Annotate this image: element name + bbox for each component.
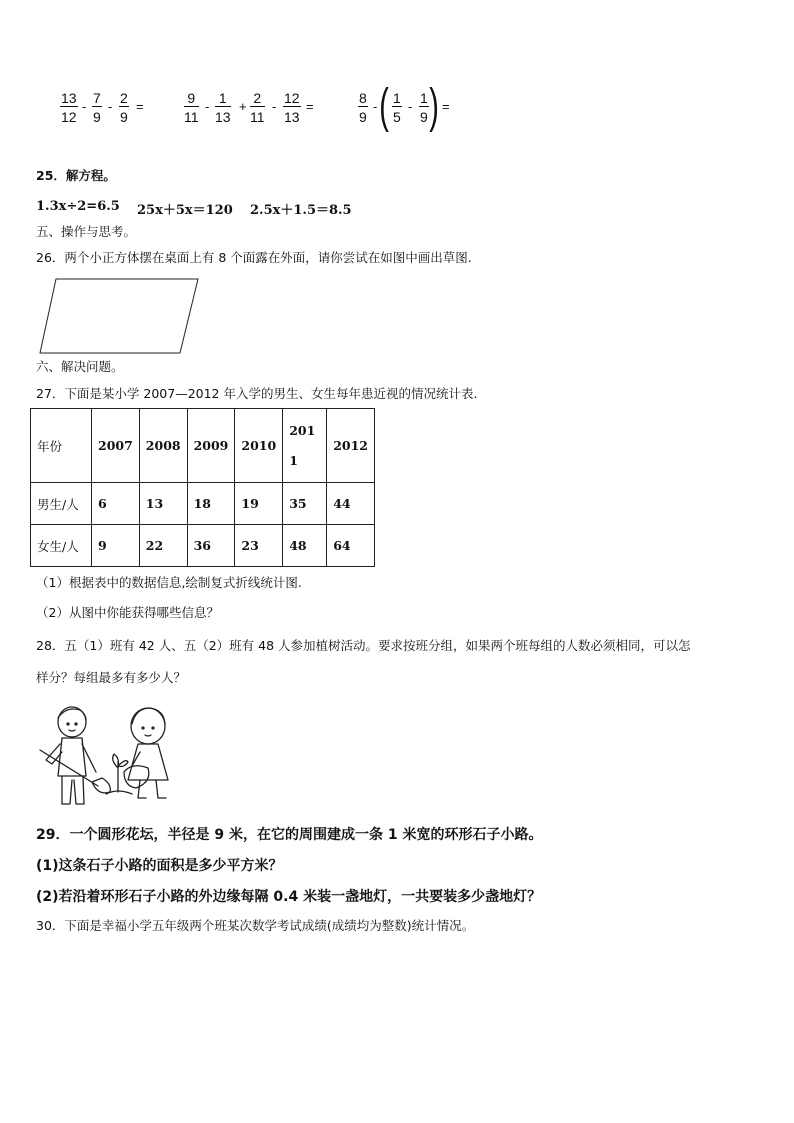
table-year-cell: 2008 [139,409,187,483]
question-29-title: 29．一个圆形花坛，半径是 9 米，在它的周围建成一条 1 米宽的环形石子小路。 [36,827,543,843]
table-cell: 35 [283,483,327,525]
question-26-text: 26．两个小正方体摆在桌面上有 8 个面露在外面，请你尝试在如图中画出草图. [36,250,472,265]
fraction: $\frac{2}{9}$ [120,90,128,125]
table-year-cell: 2012 [327,409,375,483]
table-row [31,525,375,567]
question-27-title: 27．下面是某小学 2007—2012 年入学的男生、女生每年患近视的情况统计表. [36,386,478,401]
table-cell: 13 [139,483,187,525]
fraction: $\frac{7}{9}$ [93,90,101,125]
equation-1: 1.3x÷2=6.5 [36,199,120,214]
operator: - [272,99,277,114]
table-cell: 23 [235,525,283,567]
parallelogram-drawing-area [36,276,204,358]
operator: - [108,99,113,114]
children-planting-illustration [36,700,186,812]
table-year-cell: 2007 [92,409,140,483]
table-header-row [31,409,375,483]
shovel-blade [92,778,110,793]
equation-2: 25x＋5x＝120 [137,203,233,218]
table-cell: 22 [139,525,187,567]
equals-sign: = [442,99,450,114]
question-28-line-1: 28．五（1）班有 42 人、五（2）班有 48 人参加植树活动。要求按班分组，如果两个班每组的人数必须相同，可以怎 [36,638,691,653]
question-27-sub-2: （2）从图中你能获得哪些信息？ [36,605,219,620]
table-cell: 36 [187,525,235,567]
operator: - [205,99,210,114]
table-row-label: 男生/人 [31,483,92,525]
girl-hair [132,708,165,724]
fraction: $\frac{2}{11}$ [250,90,265,125]
table-cell: 9 [92,525,140,567]
operator: - [408,99,413,114]
question-29-sub-1: (1)这条石子小路的面积是多少平方米？ [36,858,283,874]
myopia-statistics-table [30,408,375,567]
shovel-handle [40,750,98,786]
fraction: $\frac{8}{9}$ [359,90,367,125]
question-29-sub-2: (2)若沿着环形石子小路的外边缘每隔 0.4 米装一盏地灯，一共要装多少盏地灯？ [36,889,542,905]
fraction: $\frac{12}{13}$ [284,90,300,125]
operator: - [82,99,87,114]
equals-sign: = [136,99,144,114]
operator: + [239,99,247,114]
parallelogram-shape [40,279,198,353]
table-header-label: 年份 [31,409,92,483]
table-year-cell: 2009 [187,409,235,483]
section-5-heading: 五、操作与思考。 [36,224,137,239]
table-row-label: 女生/人 [31,525,92,567]
fraction: $\frac{13}{12}$ [61,90,77,125]
fraction: $\frac{1}{5}$ [393,90,401,125]
question-28-line-2: 样分？每组最多有多少人？ [36,670,187,685]
section-6-heading: 六、解决问题。 [36,359,124,374]
girl-head [131,708,165,744]
question-30-text: 30．下面是幸福小学五年级两个班某次数学考试成绩(成绩均为整数)统计情况。 [36,918,475,933]
equation-3: 2.5x＋1.5＝8.5 [250,203,352,218]
equals-sign: = [306,99,314,114]
operator: - [373,99,378,114]
right-parenthesis: ) [429,80,439,133]
table-year-cell: 201 1 [283,409,327,483]
fraction: $\frac{1}{9}$ [420,90,428,125]
table-cell: 48 [283,525,327,567]
table-cell: 64 [327,525,375,567]
left-parenthesis: ( [379,80,389,133]
watering-can [124,766,149,788]
table-year-cell: 2010 [235,409,283,483]
question-27-sub-1: （1）根据表中的数据信息,绘制复式折线统计图. [36,575,302,590]
table-cell: 18 [187,483,235,525]
fraction: $\frac{9}{11}$ [184,90,199,125]
question-25-title: 25．解方程。 [36,168,116,183]
fraction: $\frac{1}{13}$ [215,90,231,125]
table-cell: 44 [327,483,375,525]
table-cell: 19 [235,483,283,525]
table-row [31,483,375,525]
table-cell: 6 [92,483,140,525]
